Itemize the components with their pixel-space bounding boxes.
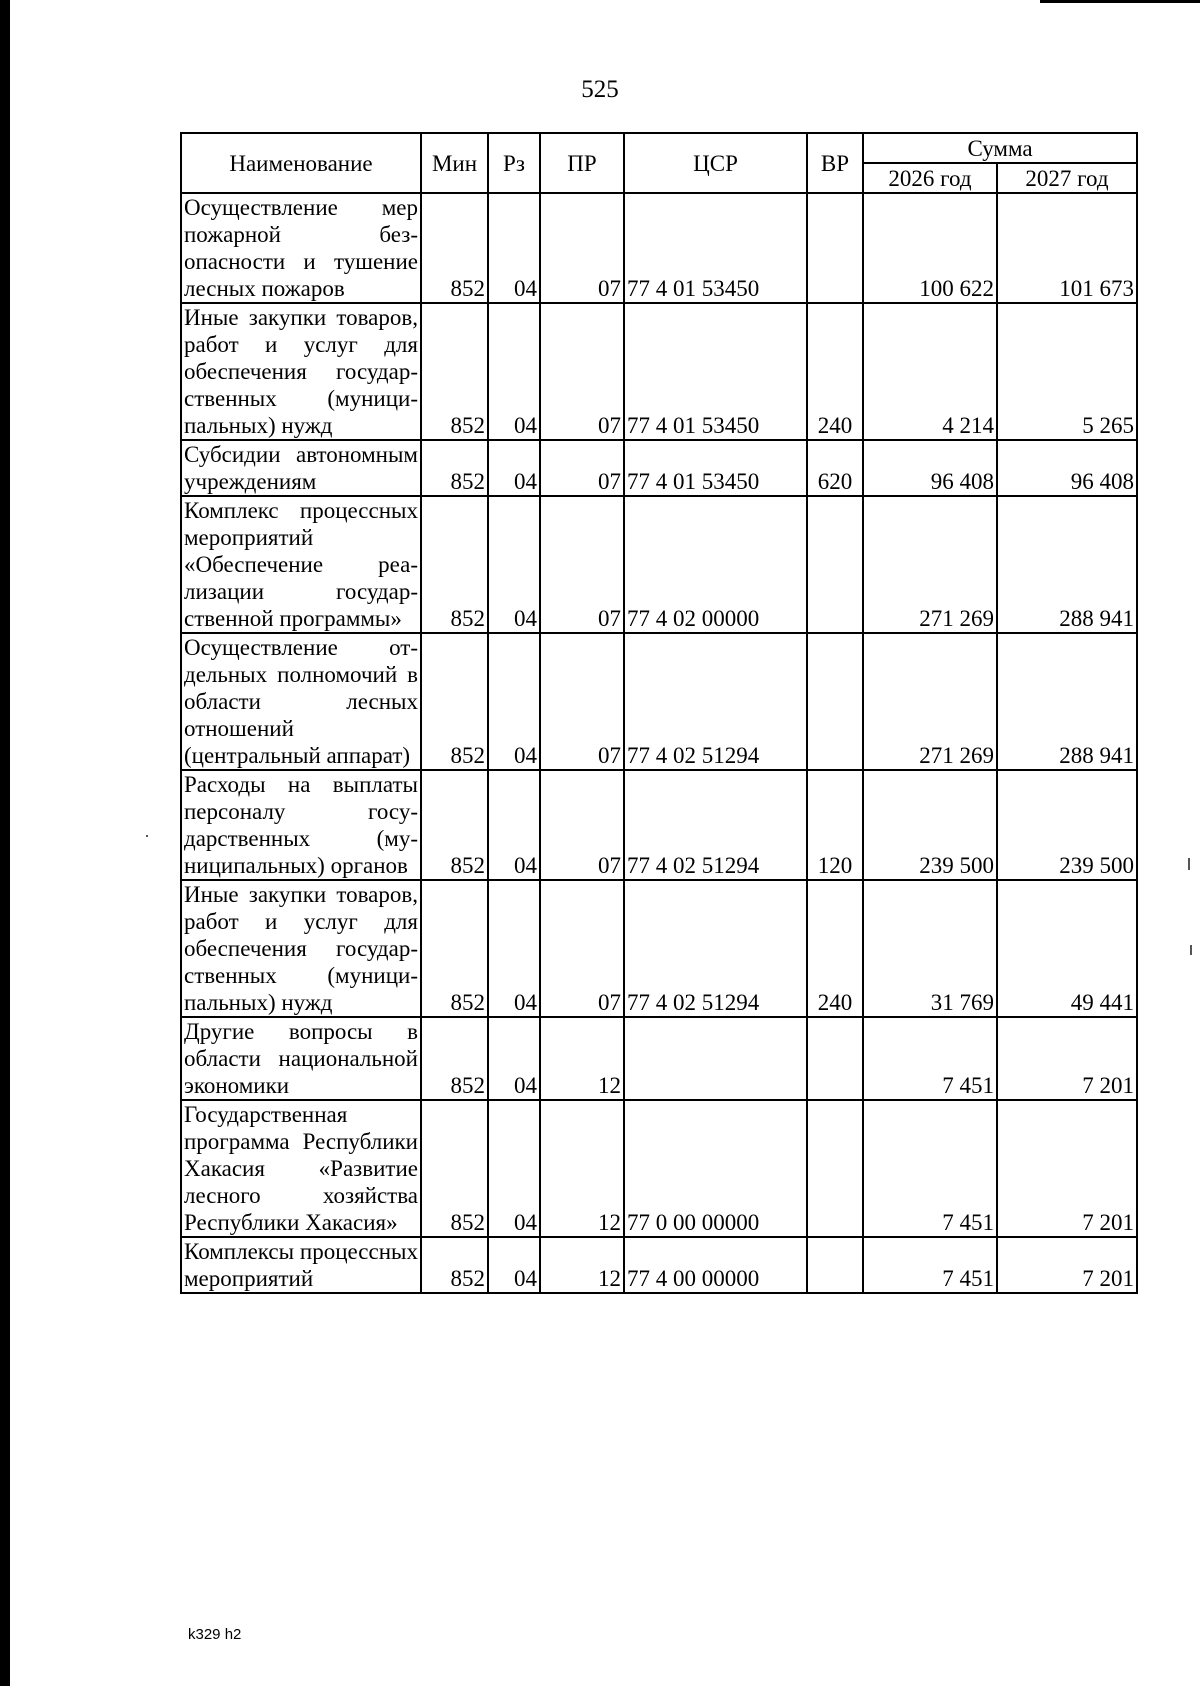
header-name: Наименование (181, 133, 421, 193)
scan-border-left (0, 0, 10, 1686)
table-row (181, 880, 1137, 1017)
cell-sum-2027: 101 673 (997, 193, 1137, 303)
cell-vr: 240 (807, 880, 863, 1017)
table-row (181, 440, 1137, 496)
cell-vr: 120 (807, 770, 863, 880)
cell-csr: 77 4 02 51294 (624, 770, 807, 880)
cell-name: Субсидии автономным учреждениям (181, 440, 421, 496)
header-year-2027: 2027 год (997, 163, 1137, 193)
cell-min: 852 (421, 880, 488, 1017)
cell-sum-2026: 271 269 (863, 633, 997, 770)
cell-rz: 04 (488, 1237, 540, 1293)
cell-vr: 620 (807, 440, 863, 496)
header-rz: Рз (488, 133, 540, 193)
table-row (181, 633, 1137, 770)
cell-min: 852 (421, 193, 488, 303)
cell-sum-2027: 239 500 (997, 770, 1137, 880)
header-csr: ЦСР (624, 133, 807, 193)
table-row (181, 1237, 1137, 1293)
cell-min: 852 (421, 303, 488, 440)
cell-rz: 04 (488, 303, 540, 440)
cell-name: Иные закупки товаров, работ и услуг для обеспечения государственных (муниципальных) нужд (181, 303, 421, 440)
cell-name: Комплекс процессных мероприятий «Обеспечение реализации государственной программы» (181, 496, 421, 633)
cell-vr (807, 633, 863, 770)
cell-vr (807, 496, 863, 633)
table-row (181, 193, 1137, 303)
scan-border-top (1040, 0, 1200, 3)
cell-csr (624, 1017, 807, 1100)
cell-name: Другие вопросы в области национальной экономики (181, 1017, 421, 1100)
cell-pr: 07 (540, 440, 624, 496)
cell-vr (807, 1017, 863, 1100)
scan-speck (1188, 858, 1190, 870)
cell-sum-2027: 288 941 (997, 496, 1137, 633)
cell-sum-2026: 7 451 (863, 1100, 997, 1237)
header-year-2026: 2026 год (863, 163, 997, 193)
cell-pr: 07 (540, 633, 624, 770)
cell-name: Осуществление отдельных полномочий в области лесных отношений (центральный аппарат) (181, 633, 421, 770)
cell-name: Комплексы процессных мероприятий (181, 1237, 421, 1293)
cell-sum-2026: 96 408 (863, 440, 997, 496)
table-row (181, 1017, 1137, 1100)
cell-csr: 77 4 00 00000 (624, 1237, 807, 1293)
cell-sum-2026: 7 451 (863, 1017, 997, 1100)
cell-csr: 77 0 00 00000 (624, 1100, 807, 1237)
page-number: 525 (581, 76, 619, 103)
cell-rz: 04 (488, 770, 540, 880)
cell-sum-2027: 7 201 (997, 1237, 1137, 1293)
cell-name: Государственная программа Республики Хакасия «Развитие лесного хозяйства Республики Хакасия» (181, 1100, 421, 1237)
cell-sum-2027: 7 201 (997, 1100, 1137, 1237)
cell-sum-2027: 96 408 (997, 440, 1137, 496)
cell-min: 852 (421, 496, 488, 633)
cell-pr: 07 (540, 303, 624, 440)
scan-speck (146, 835, 148, 837)
cell-rz: 04 (488, 1100, 540, 1237)
cell-csr: 77 4 02 51294 (624, 633, 807, 770)
cell-min: 852 (421, 770, 488, 880)
table-body (181, 193, 1137, 1293)
cell-csr: 77 4 02 00000 (624, 496, 807, 633)
cell-sum-2027: 288 941 (997, 633, 1137, 770)
header-sum: Сумма (863, 133, 1137, 163)
header-min: Мин (421, 133, 488, 193)
cell-sum-2026: 100 622 (863, 193, 997, 303)
cell-min: 852 (421, 1017, 488, 1100)
cell-pr: 12 (540, 1100, 624, 1237)
cell-rz: 04 (488, 496, 540, 633)
table-row (181, 770, 1137, 880)
cell-min: 852 (421, 1237, 488, 1293)
cell-min: 852 (421, 440, 488, 496)
cell-pr: 07 (540, 496, 624, 633)
table-row (181, 496, 1137, 633)
cell-pr: 07 (540, 880, 624, 1017)
cell-rz: 04 (488, 633, 540, 770)
cell-csr: 77 4 01 53450 (624, 440, 807, 496)
cell-sum-2026: 239 500 (863, 770, 997, 880)
cell-vr (807, 193, 863, 303)
cell-sum-2027: 7 201 (997, 1017, 1137, 1100)
cell-sum-2027: 5 265 (997, 303, 1137, 440)
header-pr: ПР (540, 133, 624, 193)
header-vr: ВР (807, 133, 863, 193)
cell-name: Расходы на выплаты персоналу государственных (муниципальных) органов (181, 770, 421, 880)
cell-csr: 77 4 02 51294 (624, 880, 807, 1017)
scan-speck (1190, 945, 1192, 955)
table-header (181, 133, 1137, 193)
budget-table (180, 132, 1138, 1294)
cell-rz: 04 (488, 193, 540, 303)
cell-pr: 12 (540, 1237, 624, 1293)
cell-sum-2026: 7 451 (863, 1237, 997, 1293)
footer-code: k329 h2 (188, 1626, 242, 1643)
cell-pr: 07 (540, 193, 624, 303)
cell-rz: 04 (488, 880, 540, 1017)
cell-rz: 04 (488, 1017, 540, 1100)
cell-csr: 77 4 01 53450 (624, 303, 807, 440)
cell-pr: 07 (540, 770, 624, 880)
table-row (181, 303, 1137, 440)
cell-vr (807, 1100, 863, 1237)
cell-sum-2026: 31 769 (863, 880, 997, 1017)
cell-rz: 04 (488, 440, 540, 496)
cell-name: Иные закупки товаров, работ и услуг для обеспечения государственных (муниципальных) нужд (181, 880, 421, 1017)
cell-name: Осуществление мер пожарной безопасности и тушение лесных пожаров (181, 193, 421, 303)
cell-min: 852 (421, 1100, 488, 1237)
cell-sum-2027: 49 441 (997, 880, 1137, 1017)
cell-vr (807, 1237, 863, 1293)
cell-min: 852 (421, 633, 488, 770)
cell-sum-2026: 271 269 (863, 496, 997, 633)
table-row (181, 1100, 1137, 1237)
cell-sum-2026: 4 214 (863, 303, 997, 440)
cell-csr: 77 4 01 53450 (624, 193, 807, 303)
cell-pr: 12 (540, 1017, 624, 1100)
cell-vr: 240 (807, 303, 863, 440)
